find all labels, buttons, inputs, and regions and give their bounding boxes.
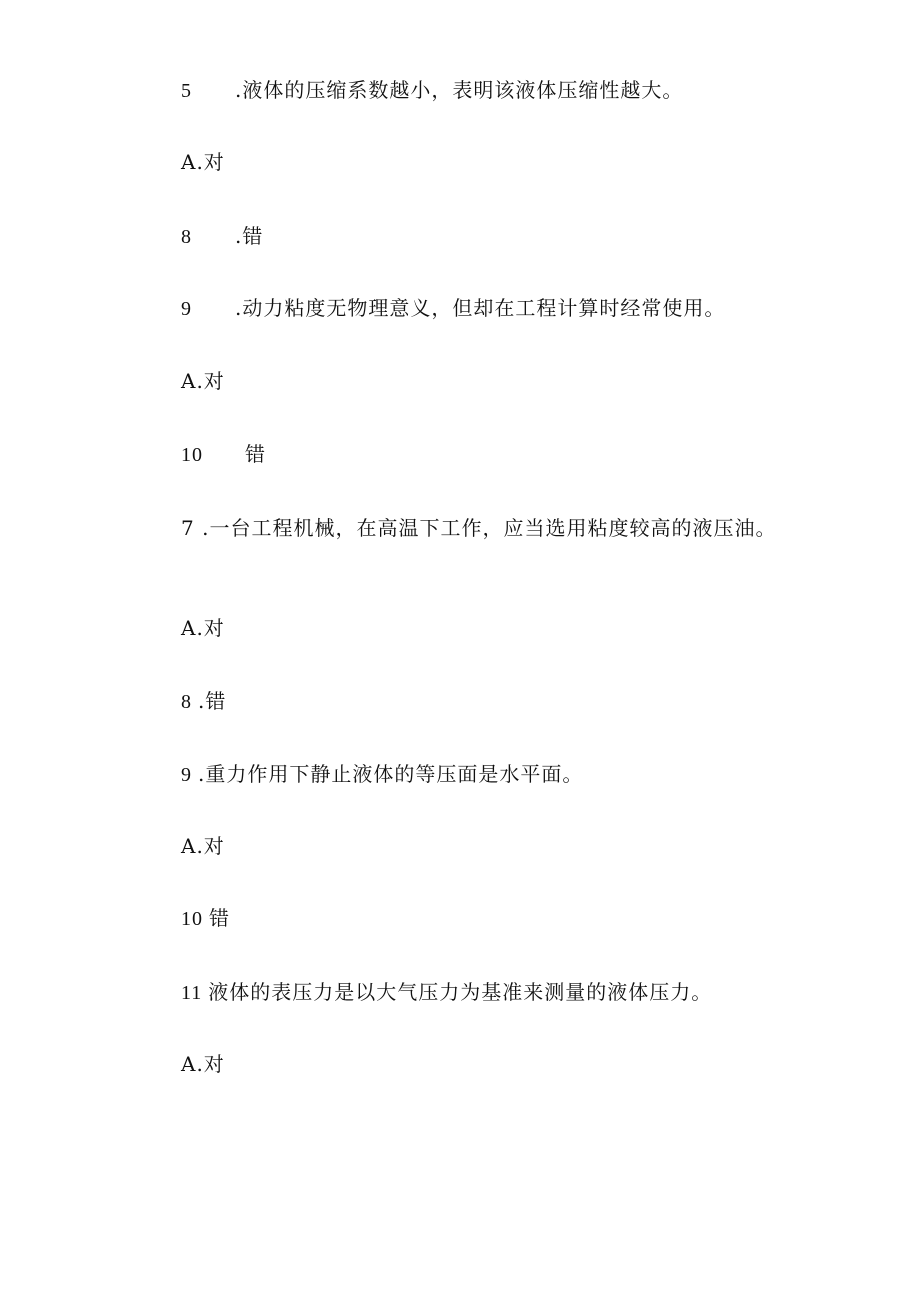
- option-b: [181, 689, 226, 714]
- option-number: 10: [181, 444, 203, 466]
- question-text: .动力粘度无物理意义，但却在工程计算时经常使用。: [235, 296, 726, 320]
- option-b: [181, 224, 263, 249]
- question-text: 液体的表压力是以大气压力为基准来测量的液体压力。: [208, 980, 713, 1004]
- option-a: [181, 1052, 225, 1076]
- option-text: A.对: [181, 834, 225, 858]
- option-b: [181, 906, 230, 931]
- question-number: 11: [181, 982, 203, 1004]
- option-text: A.对: [181, 616, 225, 640]
- question-number: 7: [181, 516, 195, 540]
- question-11: [181, 980, 712, 1005]
- option-a: [181, 616, 225, 640]
- question-text: .重力作用下静止液体的等压面是水平面。: [198, 762, 584, 786]
- option-number: 8: [181, 691, 192, 713]
- option-b: [181, 442, 266, 467]
- option-text: 错: [209, 906, 230, 930]
- question-9-static: [181, 762, 583, 787]
- option-text: A.对: [181, 369, 225, 393]
- option-text: .错: [235, 224, 264, 248]
- option-a: [181, 150, 225, 174]
- question-5: [181, 78, 683, 103]
- option-text: A.对: [181, 1052, 225, 1076]
- question-number: 5: [181, 80, 192, 102]
- question-9: [181, 296, 725, 321]
- question-7: [140, 514, 780, 542]
- option-number: 10: [181, 908, 203, 930]
- question-text: .一台工程机械，在高温下工作，应当选用粘度较高的液压油。: [202, 516, 777, 540]
- option-a: [181, 369, 225, 393]
- option-a: [181, 834, 225, 858]
- option-text: .错: [198, 689, 227, 713]
- question-text: .液体的压缩系数越小，表明该液体压缩性越大。: [235, 78, 684, 102]
- option-number: 8: [181, 226, 192, 248]
- option-text: 错: [245, 442, 266, 466]
- option-text: A.对: [181, 150, 225, 174]
- question-number: 9: [181, 764, 192, 786]
- question-number: 9: [181, 298, 192, 320]
